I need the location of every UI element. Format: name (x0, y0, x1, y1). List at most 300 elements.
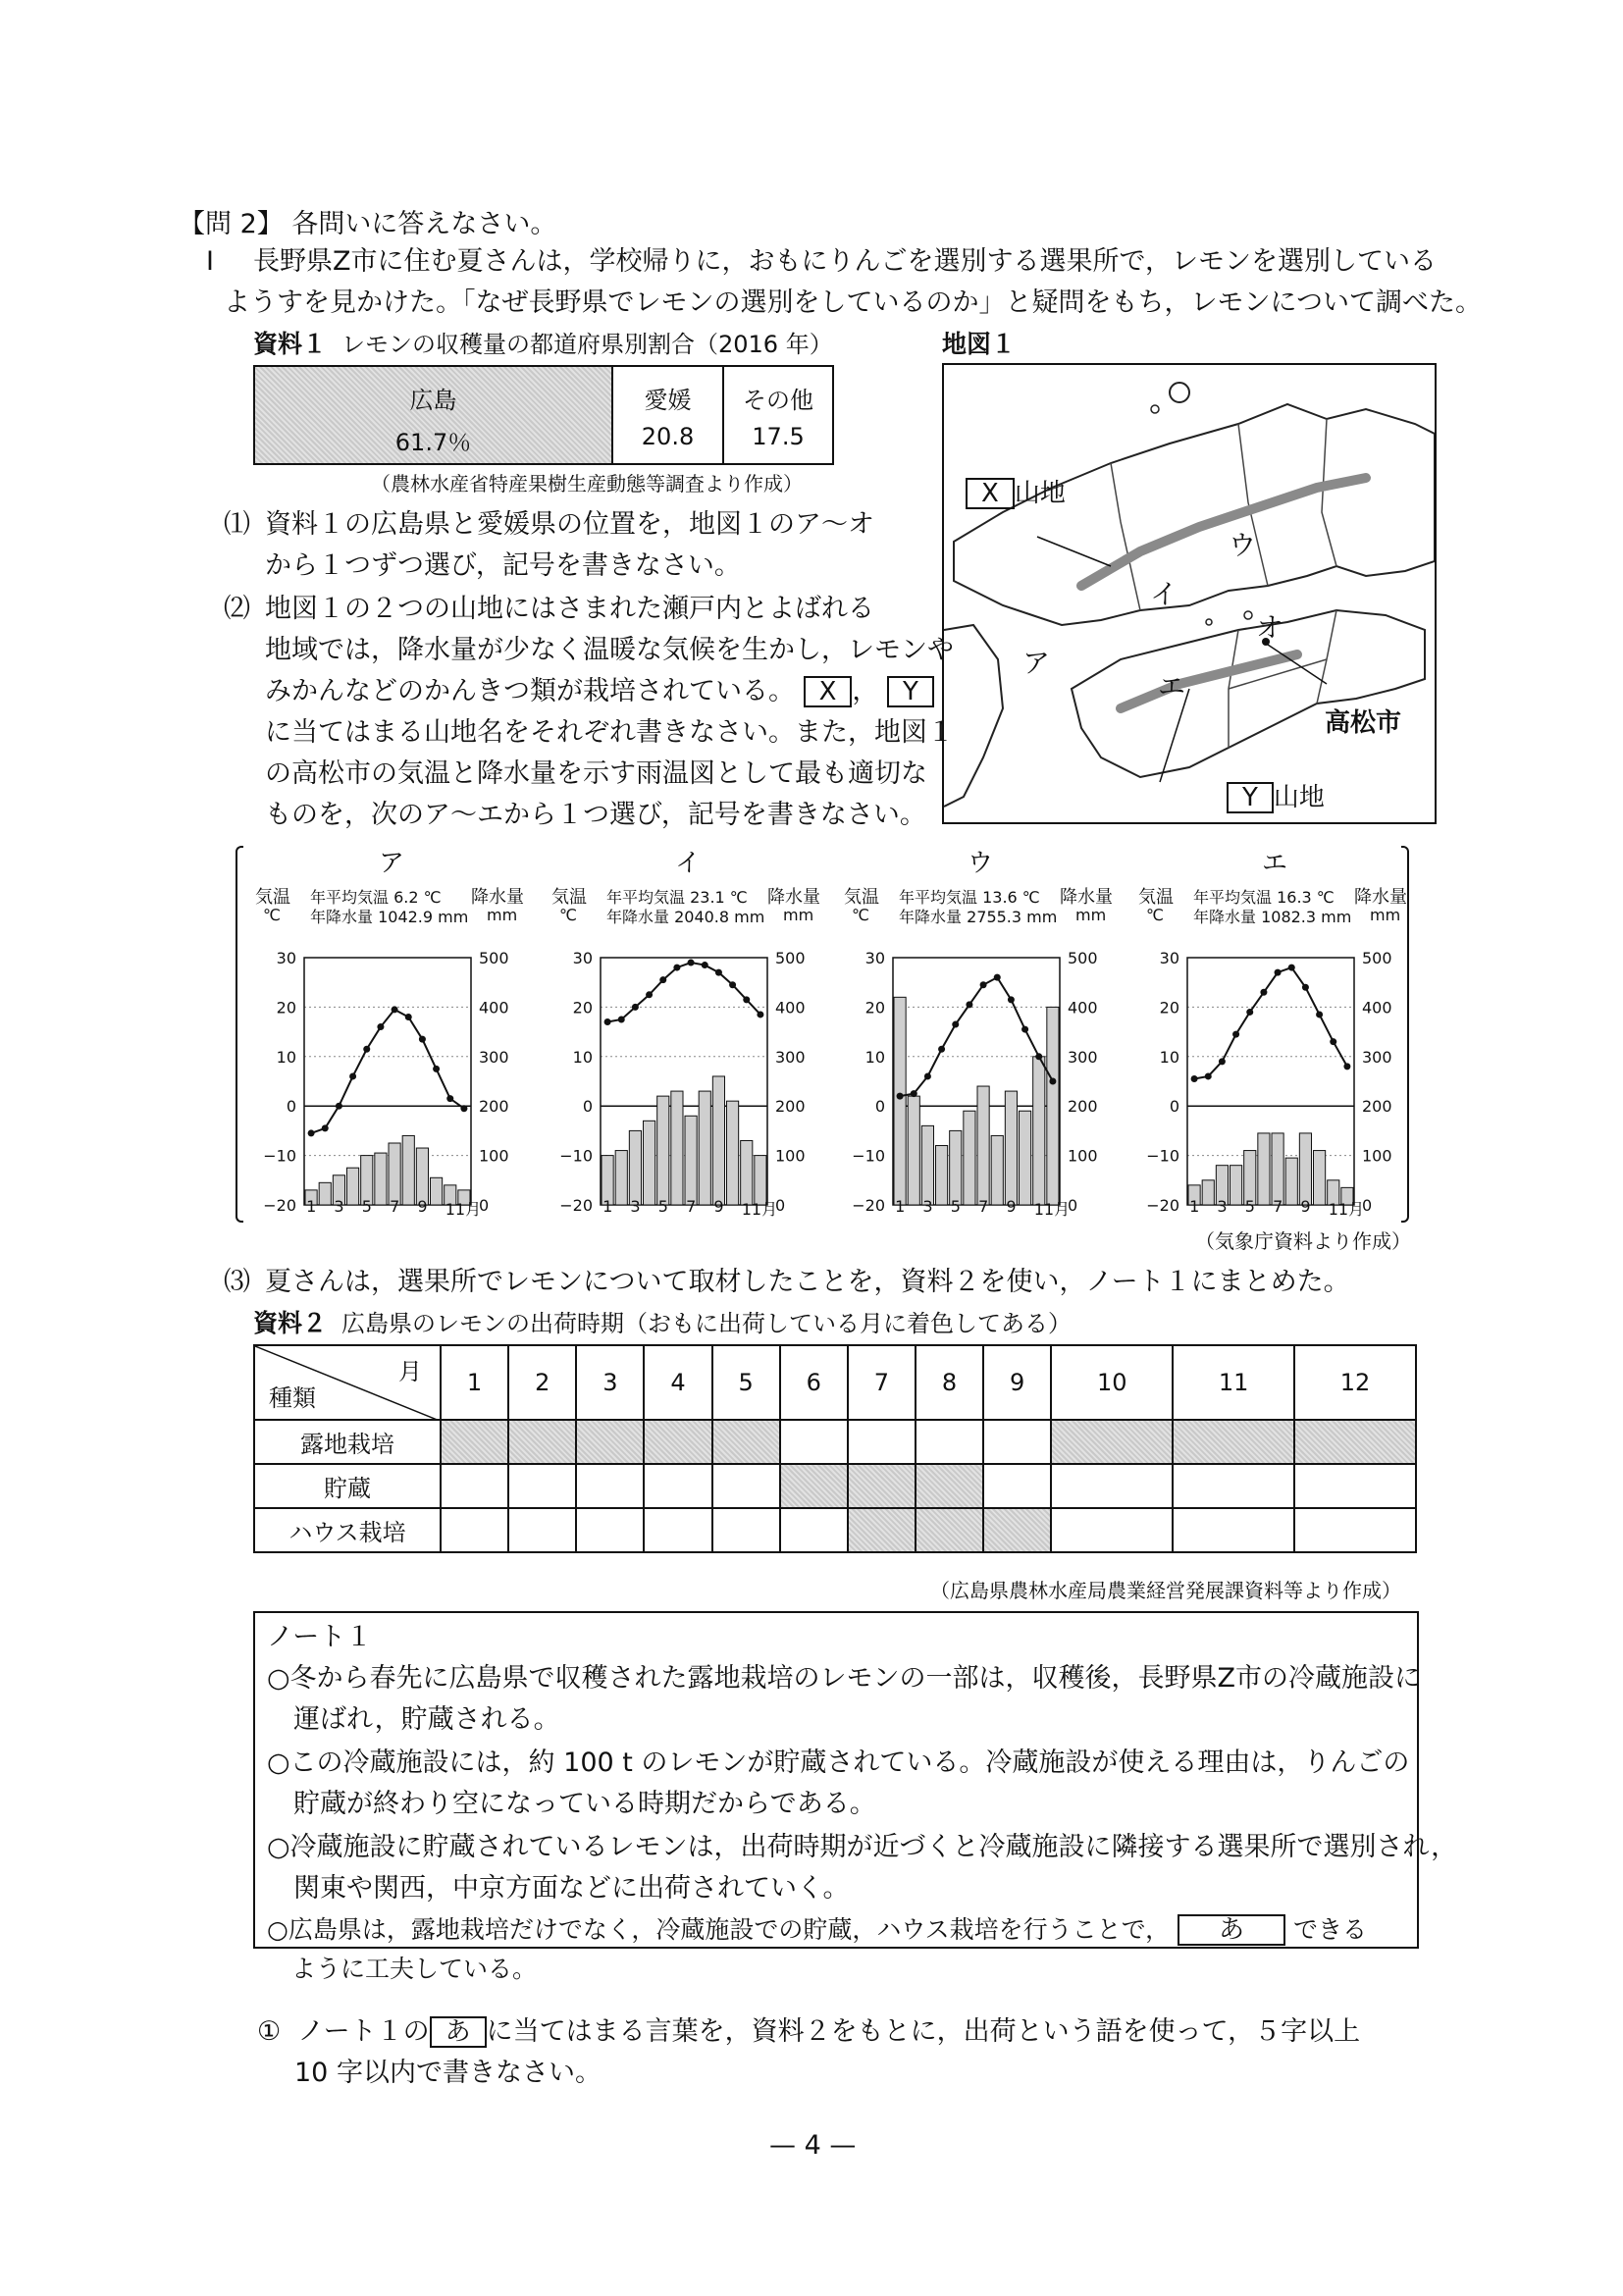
shipping-cell-shaded (1051, 1420, 1173, 1464)
x-suffix: 山地 (1014, 479, 1066, 508)
temp-point (729, 981, 736, 988)
temp-tick-label: 30 (276, 949, 296, 967)
temp-point (1191, 1075, 1198, 1082)
temp-point (1343, 1063, 1350, 1070)
precip-bar (1314, 1151, 1326, 1205)
annual-precip: 年降水量 2040.8 mm (606, 908, 765, 926)
month-label: 11月 (1328, 1200, 1365, 1219)
shikoku-mountains-band (1121, 654, 1297, 708)
precip-bar (1230, 1166, 1242, 1205)
shipping-cell (644, 1464, 711, 1508)
precip-tick-label: 300 (775, 1047, 806, 1067)
precip-axis-label: 降水量 (1060, 887, 1113, 908)
precip-bar (1299, 1133, 1311, 1205)
q2-y-box: Y (887, 676, 934, 707)
precip-axis-unit: mm (1075, 906, 1107, 924)
map1-title: 地図１ (942, 330, 1017, 358)
note1-title: ノート１ (267, 1622, 373, 1652)
q3-1-line-1 (257, 2015, 1360, 2049)
precip-tick-label: 500 (1068, 949, 1098, 967)
precip-bar (1020, 1111, 1031, 1205)
precip-tick-label: 300 (1362, 1047, 1392, 1067)
q2-line-6: ものを，次のア～エから１つ選び，記号を書きなさい。 (265, 800, 926, 830)
corner-cell (254, 1345, 441, 1420)
month-label: 11月 (741, 1200, 778, 1219)
temp-tick-label: −10 (263, 1146, 296, 1166)
precip-axis-label: 降水量 (1354, 887, 1407, 908)
month-header: 7 (848, 1345, 916, 1420)
temp-line (311, 1010, 464, 1133)
temp-tick-label: −10 (852, 1146, 885, 1166)
precip-bar (657, 1096, 669, 1205)
precip-tick-label: 300 (479, 1047, 509, 1067)
shiryo2-title: 資料２ (253, 1309, 328, 1337)
precip-tick-label: 500 (479, 949, 509, 967)
temp-point (897, 1093, 904, 1100)
temp-point (405, 1014, 412, 1020)
shipping-cell-shaded (441, 1420, 508, 1464)
precip-bar (431, 1177, 443, 1205)
precip-bar (908, 1096, 919, 1205)
temp-point (1288, 965, 1295, 971)
shipping-cell (441, 1508, 508, 1552)
temp-point (419, 1036, 426, 1043)
shipping-cell (1173, 1508, 1294, 1552)
note1-p2-line1: ○この冷蔵施設には，約 100 t のレモンが貯蔵されている。冷蔵施設が使える理由は，りんごの (267, 1748, 1410, 1778)
shiryo1-caption: レモンの収穫量の都道府県別割合（2016 年） (341, 331, 833, 358)
precip-bar (389, 1143, 400, 1205)
note1-p3-line2: 関東や関西，中京方面などに出荷されていく。 (267, 1873, 850, 1904)
q3-1-text-b: に当てはまる言葉を，資料２をもとに，出荷という語を使って，５字以上 (486, 2016, 1361, 2047)
month-label: 1 (306, 1197, 317, 1216)
map-label-a: ア (1022, 647, 1051, 679)
precip-bar (319, 1182, 331, 1205)
precip-bar (741, 1140, 753, 1205)
precip-tick-label: 100 (479, 1146, 509, 1166)
shipping-cell (1294, 1508, 1416, 1552)
temp-point (1316, 1011, 1323, 1018)
note1-p2-line2: 貯蔵が終わり空になっている時期だからである。 (267, 1789, 876, 1819)
question-header: 【問 2】 各問いに答えなさい。 (179, 209, 557, 239)
oki-island (1170, 383, 1189, 402)
temp-tick-label: 0 (874, 1097, 885, 1117)
precip-tick-label: 300 (1068, 1047, 1098, 1067)
temp-tick-label: −20 (1146, 1196, 1179, 1213)
temp-axis-label: 気温 (551, 887, 587, 908)
q2-line-4: に当てはまる山地名をそれぞれ書きなさい。また，地図１ (265, 717, 954, 748)
shipping-cell (848, 1420, 916, 1464)
month-label: 9 (713, 1197, 724, 1216)
month-label: 5 (361, 1197, 372, 1216)
shipping-cell-shaded (848, 1508, 916, 1552)
x-leader-line (1037, 537, 1111, 566)
shipping-cell (576, 1508, 644, 1552)
precip-bar (1202, 1180, 1214, 1205)
temp-axis-label: 気温 (1138, 887, 1174, 908)
month-label: 9 (417, 1197, 428, 1216)
shiryo1-bar (253, 365, 834, 465)
table-row (254, 1420, 1416, 1464)
shipping-cell (712, 1464, 780, 1508)
temp-tick-label: 30 (1159, 949, 1179, 967)
precip-bar (629, 1130, 641, 1205)
climograph (1136, 850, 1413, 1213)
temp-point (433, 1066, 440, 1072)
precip-bar (977, 1086, 989, 1205)
shiryo2-table (253, 1344, 1417, 1553)
temp-line (607, 963, 760, 1021)
precip-axis-label: 降水量 (767, 887, 820, 908)
precip-bar (991, 1135, 1003, 1205)
q2-line-3 (265, 675, 934, 708)
temp-point (349, 1072, 356, 1079)
temp-point (1021, 1026, 1028, 1033)
precip-axis-unit: mm (487, 906, 518, 924)
temp-point (757, 1011, 763, 1018)
y-suffix: 山地 (1273, 783, 1325, 812)
temp-axis-label: 気温 (255, 887, 290, 908)
precip-tick-label: 200 (1362, 1097, 1392, 1117)
temp-tick-label: 20 (276, 998, 296, 1018)
temp-point (446, 1095, 453, 1102)
temp-point (1035, 1053, 1042, 1060)
map1-svg (944, 365, 1435, 822)
temp-tick-label: −20 (559, 1196, 593, 1213)
temp-tick-label: 10 (864, 1047, 885, 1067)
month-label: 7 (1273, 1197, 1283, 1216)
precip-tick-label: 100 (1362, 1146, 1392, 1166)
precip-tick-label: 200 (479, 1097, 509, 1117)
precip-axis-unit: mm (1370, 906, 1401, 924)
temp-point (1008, 996, 1015, 1003)
cell-name: 愛媛 (644, 387, 692, 414)
temp-tick-label: −20 (263, 1196, 296, 1213)
annual-avg-temp: 年平均気温 16.3 ℃ (1193, 888, 1335, 907)
note1-p4-line1 (267, 1913, 1367, 1947)
q2-comma: ， (852, 676, 879, 706)
month-label: 3 (630, 1197, 641, 1216)
climograph (550, 850, 826, 1213)
month-header: 6 (780, 1345, 848, 1420)
q2-line-2: 地域では，降水量が少なく温暖な気候を生かし，レモンや (265, 635, 954, 665)
precip-tick-label: 400 (1068, 998, 1098, 1018)
section-number: I (206, 246, 214, 277)
temp-point (659, 976, 666, 983)
precip-bar (921, 1125, 933, 1205)
month-label: 5 (1244, 1197, 1255, 1216)
month-header: 10 (1051, 1345, 1173, 1420)
shipping-cell (1294, 1464, 1416, 1508)
shipping-cell (916, 1420, 983, 1464)
temp-point (1302, 984, 1309, 991)
cell-value: 20.8 (641, 423, 695, 450)
header-month: 月 (398, 1358, 422, 1385)
temp-point (1330, 1038, 1336, 1045)
climograph (842, 850, 1119, 1213)
precip-tick-label: 500 (1362, 949, 1392, 967)
cell-value: 17.5 (752, 423, 805, 450)
note1-p3-line1: ○冷蔵施設に貯蔵されているレモンは，出荷時期が近づくと冷蔵施設に隣接する選果所で選別され， (267, 1832, 1458, 1862)
temp-point (952, 1021, 959, 1028)
temp-tick-label: −10 (1146, 1146, 1179, 1166)
q3-text: 夏さんは，選果所でレモンについて取材したことを，資料２を使い，ノート１にまとめた。 (265, 1267, 1350, 1297)
precip-bar (1005, 1091, 1017, 1205)
shiryo1-cell-ehime (613, 367, 724, 463)
shipping-cell-shaded (508, 1420, 576, 1464)
precip-bar (1047, 1007, 1059, 1205)
map-label-i: イ (1150, 578, 1178, 610)
shipping-cell (441, 1464, 508, 1508)
shipping-cell-shaded (576, 1420, 644, 1464)
shiryo2-source: （広島県農林水産局農業経営発展課資料等より作成） (930, 1579, 1401, 1602)
table-row (254, 1464, 1416, 1508)
takamatsu-label: 高松市 (1325, 708, 1402, 738)
cell-name: その他 (743, 387, 813, 414)
q3-number: ⑶ (224, 1267, 250, 1297)
temp-tick-label: 10 (572, 1047, 593, 1067)
y-mountain-label (1227, 777, 1325, 813)
temp-tick-label: 30 (864, 949, 885, 967)
precip-tick-label: 0 (1362, 1196, 1373, 1213)
temp-point (1246, 1009, 1253, 1016)
month-label: 3 (334, 1197, 344, 1216)
month-label: 5 (657, 1197, 668, 1216)
temp-point (715, 969, 722, 976)
precip-tick-label: 100 (1068, 1146, 1098, 1166)
temp-axis-unit: ℃ (263, 906, 281, 924)
precip-bar (375, 1153, 387, 1205)
shipping-cell (983, 1420, 1051, 1464)
precip-bar (347, 1168, 359, 1205)
q2-line-5: の高松市の気温と降水量を示す雨温図として最も適切な (265, 758, 927, 789)
month-label: 1 (895, 1197, 906, 1216)
precip-tick-label: 0 (1068, 1196, 1078, 1213)
temp-tick-label: 10 (276, 1047, 296, 1067)
shiryo2-table-wrap (253, 1344, 1417, 1553)
q2-number: ⑵ (224, 594, 250, 624)
shiryo1-title: 資料１ (253, 330, 328, 358)
temp-tick-label: −20 (852, 1196, 885, 1213)
cell-value: 61.7％ (394, 429, 472, 456)
row-label: 貯蔵 (254, 1464, 441, 1508)
climograph-label: エ (1261, 850, 1288, 878)
precip-bar (1272, 1133, 1283, 1205)
row-label: ハウス栽培 (254, 1508, 441, 1552)
section-intro-line-2: ようすを見かけた。「なぜ長野県でレモンの選別をしているのか」と疑問をもち，レモンについて調べた。 (224, 287, 1482, 318)
month-label: 1 (1189, 1197, 1200, 1216)
precip-bar (1285, 1158, 1297, 1205)
temp-point (604, 1018, 611, 1025)
precip-bar (964, 1111, 975, 1205)
shipping-cell-shaded (848, 1464, 916, 1508)
small-island (1151, 405, 1159, 413)
temp-point (1205, 1072, 1212, 1079)
month-label: 11月 (1033, 1200, 1071, 1219)
temp-point (688, 960, 695, 966)
map-label-o: オ (1256, 611, 1284, 644)
temp-point (336, 1103, 342, 1110)
climograph (253, 850, 530, 1213)
table-header-row (254, 1345, 1416, 1420)
note1-p1-line2: 運ばれ，貯蔵される。 (267, 1704, 560, 1735)
shipping-cell (1051, 1508, 1173, 1552)
shipping-cell-shaded (1173, 1420, 1294, 1464)
chugoku-outline (954, 404, 1435, 625)
temp-line (900, 977, 1053, 1096)
q2-x-box: X (804, 676, 853, 707)
precip-bar (936, 1146, 948, 1205)
shipping-cell (780, 1420, 848, 1464)
map-label-u: ウ (1229, 529, 1257, 561)
q1-line-2: から１つずつ選び，記号を書きなさい。 (265, 550, 741, 581)
temp-point (363, 1046, 370, 1053)
climograph-label: イ (674, 850, 702, 878)
month-header: 12 (1294, 1345, 1416, 1420)
temp-point (994, 974, 1001, 981)
precip-bar (950, 1130, 962, 1205)
table-row (254, 1508, 1416, 1552)
note1-p1-line1: ○冬から春先に広島県で収穫された露地栽培のレモンの一部は，収穫後，長野県Z市の冷蔵施設に (267, 1663, 1422, 1694)
shipping-cell (1173, 1464, 1294, 1508)
temp-tick-label: −10 (559, 1146, 593, 1166)
annual-avg-temp: 年平均気温 23.1 ℃ (606, 888, 748, 907)
month-label: 9 (1006, 1197, 1017, 1216)
temp-tick-label: 30 (572, 949, 593, 967)
precip-bar (699, 1091, 710, 1205)
temp-axis-label: 気温 (844, 887, 879, 908)
climograph-label: ア (378, 850, 405, 878)
precip-bar (712, 1076, 724, 1205)
shipping-cell-shaded (644, 1420, 711, 1464)
temp-point (1275, 969, 1282, 976)
month-label: 3 (922, 1197, 933, 1216)
precip-bar (1258, 1133, 1270, 1205)
temp-point (980, 981, 987, 988)
temp-point (1260, 989, 1267, 996)
temp-point (322, 1124, 329, 1131)
annual-avg-temp: 年平均気温 6.2 ℃ (310, 888, 442, 907)
month-label: 3 (1217, 1197, 1228, 1216)
q3-1-line-2: 10 字以内で書きなさい。 (294, 2058, 602, 2088)
q3-1-text-a: ノート１の (297, 2016, 430, 2047)
shipping-cell-shaded (916, 1508, 983, 1552)
shipping-cell (508, 1464, 576, 1508)
temp-tick-label: 10 (1159, 1047, 1179, 1067)
shipping-cell (712, 1508, 780, 1552)
temp-point (460, 1105, 467, 1112)
month-label: 9 (1300, 1197, 1311, 1216)
note1-p4-line2: ように工夫している。 (267, 1955, 538, 1983)
header-kind: 種類 (269, 1384, 316, 1412)
precip-tick-label: 200 (775, 1097, 806, 1117)
q3-1-a-box: あ (430, 2016, 487, 2048)
shipping-cell (1051, 1464, 1173, 1508)
temp-tick-label: 20 (1159, 998, 1179, 1018)
temp-point (308, 1129, 315, 1136)
q1-number: ⑴ (224, 509, 250, 540)
page-number: — 4 — (769, 2130, 857, 2161)
q1-line-1: 資料１の広島県と愛媛県の位置を，地図１のア～オ (265, 509, 874, 540)
month-header: 9 (983, 1345, 1051, 1420)
shipping-cell (508, 1508, 576, 1552)
precip-bar (727, 1101, 739, 1205)
x-box: X (966, 478, 1015, 509)
temp-point (377, 1023, 384, 1030)
q2-line-3-text: みかんなどのかんきつ類が栽培されている。 (265, 676, 795, 706)
temp-axis-unit: ℃ (559, 906, 577, 924)
annual-precip: 年降水量 1042.9 mm (310, 908, 469, 926)
shiryo1-cell-hiroshima (255, 367, 613, 463)
precip-tick-label: 0 (479, 1196, 490, 1213)
plot-frame (304, 958, 471, 1205)
temp-point (911, 1090, 917, 1097)
climate-source: （気象庁資料より作成） (1195, 1229, 1411, 1253)
note1-p4-end: できる (1293, 1915, 1368, 1944)
temp-point (1219, 1058, 1226, 1065)
temp-tick-label: 0 (582, 1097, 593, 1117)
temp-tick-label: 20 (572, 998, 593, 1018)
temp-point (646, 991, 653, 998)
temp-point (1232, 1031, 1239, 1038)
month-header: 1 (441, 1345, 508, 1420)
precip-bar (644, 1121, 655, 1205)
annual-avg-temp: 年平均気温 13.6 ℃ (899, 888, 1040, 907)
temp-point (938, 1046, 945, 1053)
temp-tick-label: 0 (286, 1097, 296, 1117)
note1-a-box: あ (1178, 1914, 1285, 1946)
shipping-cell-shaded (916, 1464, 983, 1508)
map1 (942, 363, 1437, 824)
precip-bar (671, 1091, 683, 1205)
month-header: 4 (644, 1345, 711, 1420)
month-label: 11月 (445, 1200, 482, 1219)
annual-precip: 年降水量 2755.3 mm (899, 908, 1058, 926)
precip-tick-label: 200 (1068, 1097, 1098, 1117)
shiryo1-cell-other (724, 367, 832, 463)
small-island (1206, 619, 1212, 625)
precip-tick-label: 400 (775, 998, 806, 1018)
month-header: 11 (1173, 1345, 1294, 1420)
precip-tick-label: 400 (1362, 998, 1392, 1018)
precip-bar (1033, 1057, 1045, 1205)
month-label: 7 (390, 1197, 400, 1216)
note1-p4-text: ○広島県は，露地栽培だけでなく，冷蔵施設での貯蔵，ハウス栽培を行うことで， (267, 1915, 1171, 1944)
shipping-cell (644, 1508, 711, 1552)
precip-bar (615, 1151, 627, 1205)
month-header: 8 (916, 1345, 983, 1420)
month-label: 1 (602, 1197, 613, 1216)
month-header: 2 (508, 1345, 576, 1420)
month-label: 5 (950, 1197, 961, 1216)
month-label: 7 (686, 1197, 697, 1216)
temp-point (743, 996, 750, 1003)
precip-tick-label: 100 (775, 1146, 806, 1166)
precip-axis-label: 降水量 (471, 887, 524, 908)
plot-frame (1187, 958, 1354, 1205)
temp-point (632, 1004, 639, 1011)
cell-name: 広島 (409, 387, 457, 414)
temp-point (618, 1017, 625, 1023)
shipping-cell-shaded (983, 1508, 1051, 1552)
shipping-cell-shaded (780, 1464, 848, 1508)
month-label: 7 (978, 1197, 989, 1216)
shiryo2-caption: 広島県のレモンの出荷時期（おもに出荷している月に着色してある） (341, 1310, 1072, 1337)
y-box: Y (1227, 782, 1274, 813)
temp-point (392, 1006, 398, 1013)
precip-bar (894, 997, 906, 1205)
precip-axis-unit: mm (783, 906, 814, 924)
temp-tick-label: 20 (864, 998, 885, 1018)
